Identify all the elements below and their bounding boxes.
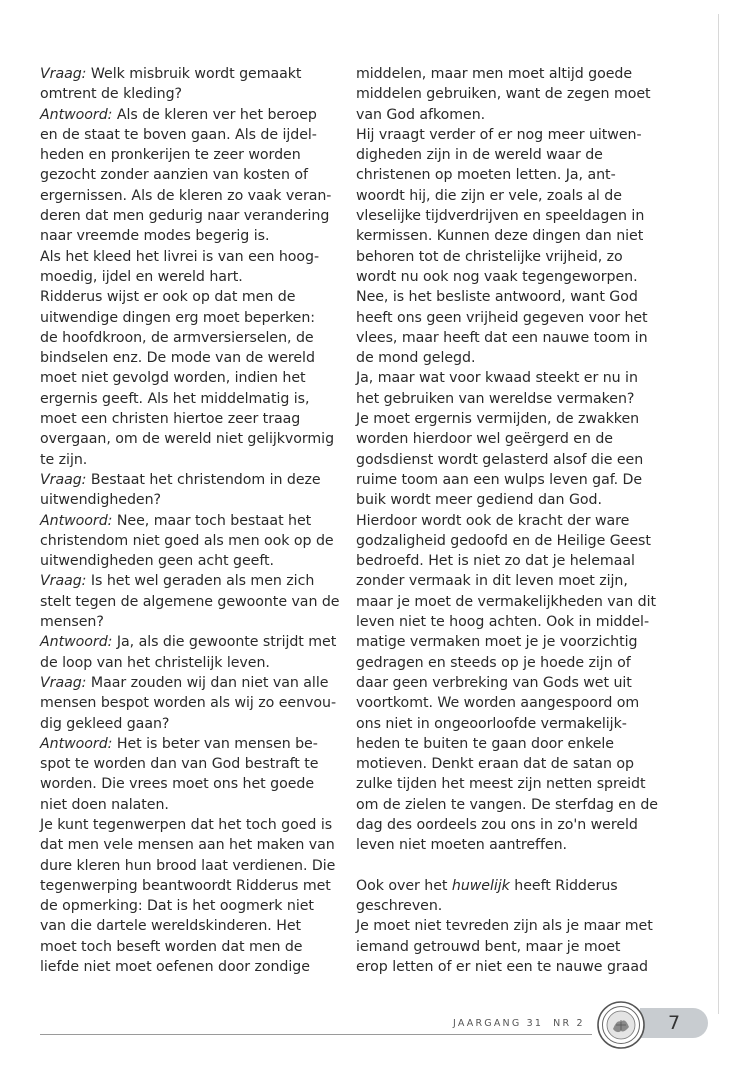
line-text: Is het wel geraden als men zich	[86, 573, 315, 590]
qa-label: Vraag:	[40, 66, 87, 82]
line-text: Je moet ergernis vermijden, de zwakken	[356, 411, 640, 428]
text-line	[40, 612, 350, 632]
left-column	[40, 64, 350, 977]
line-text: spot te worden dan van God bestraft te	[40, 756, 319, 773]
text-line	[356, 226, 676, 246]
text-line	[356, 673, 676, 693]
text-line	[356, 490, 676, 510]
text-line	[356, 511, 676, 531]
line-text: uitwendige dingen erg moet beperken:	[40, 309, 316, 326]
line-text: Hierdoor wordt ook de kracht der ware	[356, 512, 630, 529]
line-text: behoren tot de christelijke vrijheid, zo	[356, 248, 623, 265]
text-line	[356, 287, 676, 307]
text-line	[356, 734, 676, 754]
text-line	[40, 64, 350, 84]
qa-label: Antwoord:	[40, 106, 113, 123]
issue-label: NR 2	[553, 1018, 585, 1029]
text-line	[40, 531, 350, 551]
line-text: van die dartele wereldskinderen. Het	[40, 918, 302, 935]
text-line	[40, 653, 350, 673]
line-text: voortkomt. We worden aangespoord om	[356, 695, 640, 712]
text-line	[40, 511, 350, 531]
qa-label: Vraag:	[40, 573, 87, 590]
text-line	[40, 632, 350, 652]
volume-label: JAARGANG 31	[453, 1018, 544, 1029]
text-line	[356, 835, 676, 855]
text-line	[40, 409, 350, 429]
text-line	[40, 429, 350, 449]
text-line	[40, 186, 350, 206]
text-line	[40, 105, 350, 125]
line-text: naar vreemde modes begerig is.	[40, 228, 270, 245]
line-text: ruime toom aan een wulps leven gaf. De	[356, 471, 643, 488]
text-line	[40, 714, 350, 734]
text-line	[356, 754, 676, 774]
line-text-after: heeft Ridderus	[509, 877, 618, 894]
line-text: gedragen en steeds op je hoede zijn of	[356, 654, 631, 671]
text-line	[356, 186, 676, 206]
page-edge	[718, 14, 719, 1014]
line-text: de opmerking: Dat is het oogmerk niet	[40, 898, 314, 915]
line-text: de loop van het christelijk leven.	[40, 654, 270, 671]
line-text: dag des oordeels zou ons in zo'n wereld	[356, 816, 638, 833]
line-text: moet een christen hiertoe zeer traag	[40, 411, 301, 428]
line-text: daar geen verbreking van Gods wet uit	[356, 674, 632, 691]
text-line	[356, 165, 676, 185]
text-line	[356, 125, 676, 145]
text-line	[356, 429, 676, 449]
text-line	[40, 389, 350, 409]
text-line	[356, 632, 676, 652]
text-line	[356, 84, 676, 104]
line-text: Ridderus wijst er ook op dat men de	[40, 289, 296, 306]
line-text: zonder vermaak in dit leven moet zijn,	[356, 573, 628, 590]
text-line	[40, 592, 350, 612]
text-line	[356, 206, 676, 226]
line-text: Bestaat het christendom in deze	[86, 471, 321, 488]
line-text: geschreven.	[356, 898, 443, 915]
line-text: godsdienst wordt gelasterd alsof die een	[356, 451, 644, 468]
text-line	[40, 673, 350, 693]
line-text: ergernissen. Als de kleren zo vaak veran-	[40, 187, 332, 204]
line-text: heeft ons geen vrijheid gegeven voor het	[356, 309, 648, 326]
text-line	[356, 531, 676, 551]
qa-label: Vraag:	[40, 471, 87, 488]
text-line	[356, 896, 676, 916]
text-line	[40, 470, 350, 490]
text-line	[40, 937, 350, 957]
qa-label: Antwoord:	[40, 512, 113, 529]
text-line	[356, 105, 676, 125]
text-line	[356, 409, 676, 429]
line-text: woordt hij, die zijn er vele, zoals al de	[356, 187, 622, 204]
line-text: Je kunt tegenwerpen dat het toch goed is	[40, 816, 333, 833]
line-text: mensen?	[40, 614, 104, 631]
text-line	[40, 734, 350, 754]
line-text: te zijn.	[40, 451, 88, 468]
line-text: stelt tegen de algemene gewoonte van de	[40, 593, 340, 610]
text-line	[356, 470, 676, 490]
line-text: maar je moet de vermakelijkheden van dit	[356, 593, 657, 610]
text-line	[40, 368, 350, 388]
text-line	[40, 247, 350, 267]
line-text: leven niet moeten aantreffen.	[356, 837, 568, 854]
line-text: bedroefd. Het is niet zo dat je helemaal	[356, 553, 635, 570]
line-text: ergernis geeft. Als het middelmatig is,	[40, 390, 310, 407]
text-line	[40, 328, 350, 348]
line-text: Ook over het	[356, 877, 452, 894]
line-text: de hoofdkroon, de armversierselen, de	[40, 329, 314, 346]
text-line	[40, 551, 350, 571]
text-line	[356, 612, 676, 632]
line-text: Maar zouden wij dan niet van alle	[86, 674, 329, 691]
text-line	[40, 308, 350, 328]
line-text: vlees, maar heeft dat een nauwe toom in	[356, 329, 648, 346]
line-text: uitwendigheden?	[40, 492, 162, 509]
text-line	[40, 84, 350, 104]
text-line	[356, 368, 676, 388]
text-line	[40, 916, 350, 936]
line-text: heden en pronkerijen te zeer worden	[40, 147, 301, 164]
line-text: ons niet in ongeoorloofde vermakelijk-	[356, 715, 627, 732]
line-text: van God afkomen.	[356, 106, 486, 123]
line-text: Nee, maar toch bestaat het	[112, 512, 312, 529]
emphasis-text: huwelijk	[451, 877, 510, 894]
line-text: digheden zijn in de wereld waar de	[356, 147, 603, 164]
text-line	[40, 856, 350, 876]
text-line	[356, 450, 676, 470]
text-line	[356, 64, 676, 84]
line-text: Welk misbruik wordt gemaakt	[86, 66, 302, 82]
text-line	[40, 206, 350, 226]
paragraph-gap	[356, 856, 676, 876]
text-line	[40, 835, 350, 855]
line-text: liefde niet moet oefenen door zondige	[40, 959, 310, 976]
line-text: bindselen enz. De mode van de wereld	[40, 350, 315, 367]
line-text: middelen gebruiken, want de zegen moet	[356, 86, 651, 103]
line-text: moet toch beseft worden dat men de	[40, 938, 303, 955]
line-text: de mond gelegd.	[356, 350, 476, 367]
line-text: christendom niet goed als men ook op de	[40, 532, 334, 549]
text-line	[40, 490, 350, 510]
text-line	[356, 328, 676, 348]
footer-issue-info	[453, 1018, 585, 1029]
line-text: en de staat te boven gaan. Als de ijdel-	[40, 126, 317, 143]
text-line	[356, 267, 676, 287]
line-text: om de zielen te vangen. De sterfdag en de	[356, 796, 658, 813]
line-text: godzaligheid gedoofd en de Heilige Geest	[356, 532, 651, 549]
text-line	[356, 916, 676, 936]
text-line	[356, 551, 676, 571]
text-line	[40, 287, 350, 307]
line-text: moedig, ijdel en wereld hart.	[40, 268, 243, 285]
text-line	[356, 937, 676, 957]
text-line	[356, 774, 676, 794]
text-line	[356, 247, 676, 267]
qa-label: Antwoord:	[40, 634, 113, 651]
line-text: mensen bespot worden als wij zo eenvou-	[40, 695, 337, 712]
line-text: dat men vele mensen aan het maken van	[40, 837, 335, 854]
qa-label: Antwoord:	[40, 735, 113, 752]
seal-emblem-icon	[596, 1000, 646, 1050]
line-text: overgaan, om de wereld niet gelijkvormig	[40, 431, 335, 448]
line-text: matige vermaken moet je je voorzichtig	[356, 634, 638, 651]
line-text: Hij vraagt verder of er nog meer uitwen-	[356, 126, 642, 143]
text-line	[40, 267, 350, 287]
text-line	[356, 145, 676, 165]
line-text: worden. Die vrees moet ons het goede	[40, 776, 315, 793]
text-line	[40, 754, 350, 774]
line-text: moet niet gevolgd worden, indien het	[40, 370, 306, 387]
line-text: Ja, als die gewoonte strijdt met	[112, 634, 337, 651]
line-text: omtrent de kleding?	[40, 86, 183, 103]
text-line	[356, 957, 676, 977]
text-line	[356, 876, 676, 896]
line-text: tegenwerping beantwoordt Ridderus met	[40, 877, 331, 894]
text-line	[356, 571, 676, 591]
text-line	[40, 125, 350, 145]
line-text: kermissen. Kunnen deze dingen dan niet	[356, 228, 644, 245]
line-text: Als de kleren ver het beroep	[112, 106, 317, 123]
text-line	[356, 308, 676, 328]
text-line	[40, 896, 350, 916]
text-line	[40, 815, 350, 835]
line-text: zulke tijden het meest zijn netten spreidt	[356, 776, 646, 793]
text-line	[356, 389, 676, 409]
text-line	[356, 653, 676, 673]
text-line	[40, 693, 350, 713]
text-line	[40, 774, 350, 794]
line-text: dure kleren hun brood laat verdienen. Die	[40, 857, 336, 874]
line-text: uitwendigheden geen acht geeft.	[40, 553, 274, 570]
line-text: Nee, is het besliste antwoord, want God	[356, 289, 638, 306]
line-text: christenen op moeten letten. Ja, ant-	[356, 167, 616, 184]
line-text: buik wordt meer gediend dan God.	[356, 492, 602, 509]
line-text: Het is beter van mensen be-	[112, 735, 318, 752]
line-text: gezocht zonder aanzien van kosten of	[40, 167, 308, 184]
text-line	[40, 226, 350, 246]
text-line	[356, 348, 676, 368]
page-number: 7	[667, 1012, 681, 1034]
text-line	[356, 693, 676, 713]
line-text: Als het kleed het livrei is van een hoog-	[40, 248, 320, 265]
line-text: wordt nu ook nog vaak tegengeworpen.	[356, 268, 638, 285]
text-line	[40, 571, 350, 591]
text-line	[40, 450, 350, 470]
line-text: niet doen nalaten.	[40, 796, 169, 813]
line-text: middelen, maar men moet altijd goede	[356, 66, 633, 82]
line-text: motieven. Denkt eraan dat de satan op	[356, 756, 634, 773]
text-line	[356, 714, 676, 734]
line-text: erop letten of er niet een te nauwe graad	[356, 959, 648, 976]
text-line	[40, 145, 350, 165]
line-text: het gebruiken van wereldse vermaken?	[356, 390, 635, 407]
line-text: vleselijke tijdverdrijven en speeldagen in	[356, 208, 645, 225]
qa-label: Vraag:	[40, 674, 87, 691]
line-text: iemand getrouwd bent, maar je moet	[356, 938, 621, 955]
line-text: deren dat men gedurig naar verandering	[40, 208, 330, 225]
line-text: Je moet niet tevreden zijn als je maar met	[356, 918, 653, 935]
text-line	[40, 348, 350, 368]
text-line	[356, 795, 676, 815]
line-text: worden hierdoor wel geërgerd en de	[356, 431, 613, 448]
text-line	[356, 592, 676, 612]
text-line	[356, 815, 676, 835]
line-text: dig gekleed gaan?	[40, 715, 170, 732]
footer-rule	[40, 1034, 592, 1035]
text-line	[40, 957, 350, 977]
line-text: leven niet te hoog achten. Ook in middel-	[356, 614, 650, 631]
line-text: Ja, maar wat voor kwaad steekt er nu in	[356, 370, 638, 387]
text-line	[40, 876, 350, 896]
line-text: heden te buiten te gaan door enkele	[356, 735, 614, 752]
text-line	[40, 795, 350, 815]
right-column	[356, 64, 676, 977]
text-line	[40, 165, 350, 185]
